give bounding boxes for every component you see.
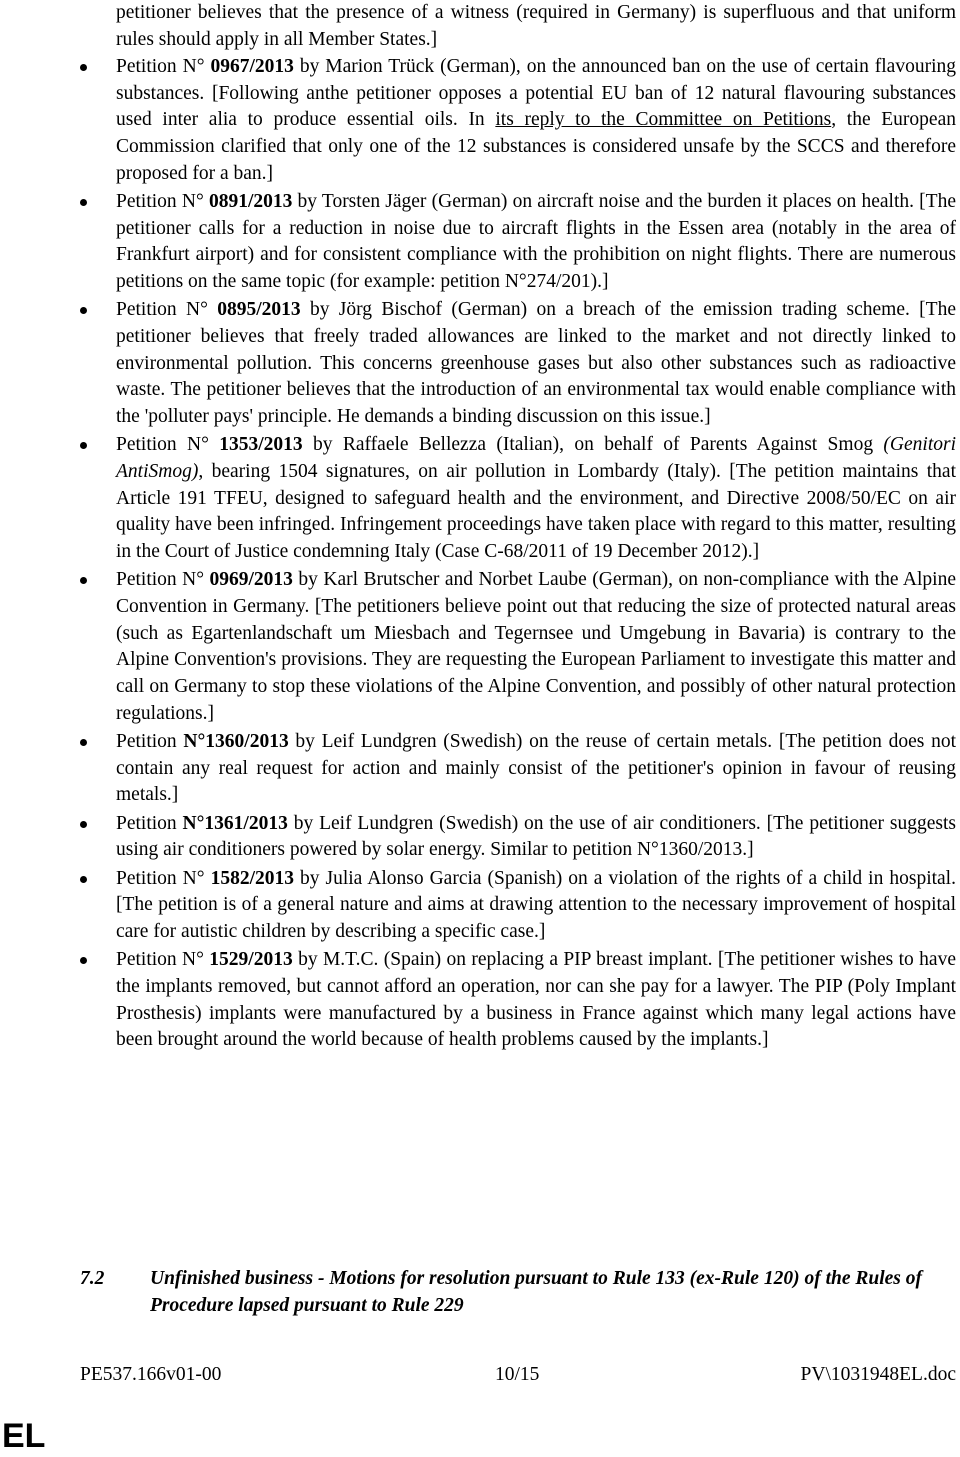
petition-number: 1353/2013 bbox=[219, 434, 303, 456]
section-number: 7.2 bbox=[80, 1268, 105, 1289]
petition-prefix: Petition N° bbox=[116, 56, 211, 77]
committee-reply-link[interactable]: its reply to the Committee on Petitions bbox=[495, 109, 832, 131]
petition-number: 0891/2013 bbox=[208, 191, 293, 213]
petition-text: by Leif Lundgren (Swedish) on the reuse of certain metals. [The petition does not contain any real request for action and mainly consist of the petitioner's opinion in favour of reusing metals.] bbox=[116, 731, 957, 806]
petition-text: by Julia Alonso Garcia (Spanish) on a violation of the rights of a child in hospital. [The petition is of a general nature and aims at drawing attention to the necessary improvement of hospital care for autistic children by describing a specific case.] bbox=[116, 867, 956, 942]
petition-prefix: Petition N° bbox=[116, 191, 209, 213]
petition-prefix: Petition bbox=[116, 731, 184, 753]
petition-text: by Karl Brutscher and Norbet Laube (German), on non-compliance with the Alpine Convention in Germany. [The petitioners believe point out that reducing the size of protected natural areas (such as Egartenlandschaft um Miesbach and Tegernsee und Umgebung in Bavaria) is contrary to the Alpine Convention's provisions. They are requesting the European Parliament to investigate this matter and call on Germany to stop these violations of the Alpine Convention, and possibly of other natural protection regulations.] bbox=[116, 569, 956, 724]
petition-number: 0895/2013 bbox=[217, 299, 301, 321]
petition-item bbox=[0, 811, 956, 864]
petition-number: N°1360/2013 bbox=[183, 731, 289, 753]
petition-prefix: Petition N° bbox=[116, 867, 211, 889]
continuation-paragraph: petitioner believes that the presence of a witness (required in Germany) is superfluous and that uniform rules should apply in all Member States.] bbox=[116, 2, 956, 50]
petition-text: by Marion Trück (German), on the announced ban on the use of certain flavouring substances. [Following anthe petitioner opposes a potential EU ban of 12 natural flavouring substances used inter alia to produce essential oils. In bbox=[116, 56, 956, 131]
petition-italic-name: (Genitori AntiSmog) bbox=[116, 434, 956, 483]
petition-text: by Torsten Jäger (German) on aircraft noise and the burden it places on health. [The petitioner calls for a reduction in noise due to aircraft flights in the Essen area (notably in the area of Frankfurt airport) and for consistent compliance with the prohibition on night flights. There are numerous petitions on the same topic (for example: petition N°274/201).] bbox=[116, 191, 956, 293]
petition-text: by Leif Lundgren (Swedish) on the use of air conditioners. [The petitioner suggests using air conditioners powered by solar energy. Similar to petition N°1360/2013.] bbox=[116, 812, 957, 861]
petition-prefix: Petition bbox=[116, 812, 183, 834]
section-title: Unfinished business - Motions for resolution pursuant to Rule 133 (ex-Rule 120) of the Rules of Procedure lapsed pursuant to Rule 229 bbox=[150, 1268, 923, 1316]
petition-item bbox=[0, 947, 956, 1054]
bullet-icon bbox=[80, 577, 87, 584]
petition-item bbox=[0, 297, 956, 431]
language-code: EL bbox=[2, 1417, 46, 1455]
bullet-icon bbox=[80, 199, 87, 206]
bullet-icon bbox=[80, 442, 87, 449]
page-number: 10/15 bbox=[495, 1364, 540, 1385]
petition-list bbox=[0, 54, 960, 1056]
bullet-icon bbox=[80, 876, 87, 883]
petition-number: 0967/2013 bbox=[210, 56, 294, 77]
file-reference: PV\1031948EL.doc bbox=[800, 1364, 956, 1385]
petition-text: by M.T.C. (Spain) on replacing a PIP breast implant. [The petitioner wishes to have the implants removed, but cannot afford an operation, nor can she pay for a lawyer. The PIP (Poly Implant Prosthesis) implants were manufactured by a business in France against which many legal actions have been brought around the world because of health problems caused by the implants.] bbox=[116, 949, 956, 1051]
petition-number: 1582/2013 bbox=[210, 867, 294, 889]
petition-number: N°1361/2013 bbox=[182, 812, 288, 834]
petition-item bbox=[0, 729, 956, 809]
petition-item bbox=[0, 567, 956, 727]
document-reference: PE537.166v01-00 bbox=[80, 1364, 222, 1385]
petition-text: , bearing 1504 signatures, on air pollution in Lombardy (Italy). [The petition maintains that Article 191 TFEU, designed to safeguard health and the environment, and Directive 2008/50/EC on air quality have been infringed. Infringement proceedings have taken place with regard to this matter, resulting in the Court of Justice condemning Italy (Case C-68/2011 of 19 December 2012).] bbox=[116, 461, 956, 563]
bullet-icon bbox=[80, 957, 87, 964]
petition-text: by Jörg Bischof (German) on a breach of the emission trading scheme. [The petitioner believes that freely traded allowances are linked to the market and not directly linked to environmental pollution. This concerns greenhouse gases but also other substances such as radioactive waste. The petitioner believes that the introduction of an environmental tax would enable compliance with the 'polluter pays' principle. He demands a binding discussion on this issue.] bbox=[116, 299, 956, 428]
petition-prefix: Petition N° bbox=[116, 434, 220, 456]
petition-text: , the European Commission clarified that only one of the 12 substances is considered unsafe by the SCCS and therefore proposed for a ban.] bbox=[116, 109, 956, 184]
petition-text: by Raffaele Bellezza (Italian), on behalf of Parents Against Smog bbox=[302, 434, 884, 456]
bullet-icon bbox=[80, 821, 87, 828]
petition-prefix: Petition N° bbox=[116, 569, 210, 591]
petition-number: 0969/2013 bbox=[209, 569, 293, 591]
bullet-icon bbox=[80, 307, 87, 314]
petition-number: 1529/2013 bbox=[209, 949, 293, 971]
bullet-icon bbox=[80, 64, 87, 71]
petition-item bbox=[0, 866, 956, 946]
petition-prefix: Petition N° bbox=[116, 299, 218, 321]
petition-item bbox=[0, 189, 956, 296]
petition-item bbox=[0, 432, 956, 566]
petition-prefix: Petition N° bbox=[116, 949, 210, 971]
petition-item bbox=[0, 54, 956, 188]
bullet-icon bbox=[80, 739, 87, 746]
